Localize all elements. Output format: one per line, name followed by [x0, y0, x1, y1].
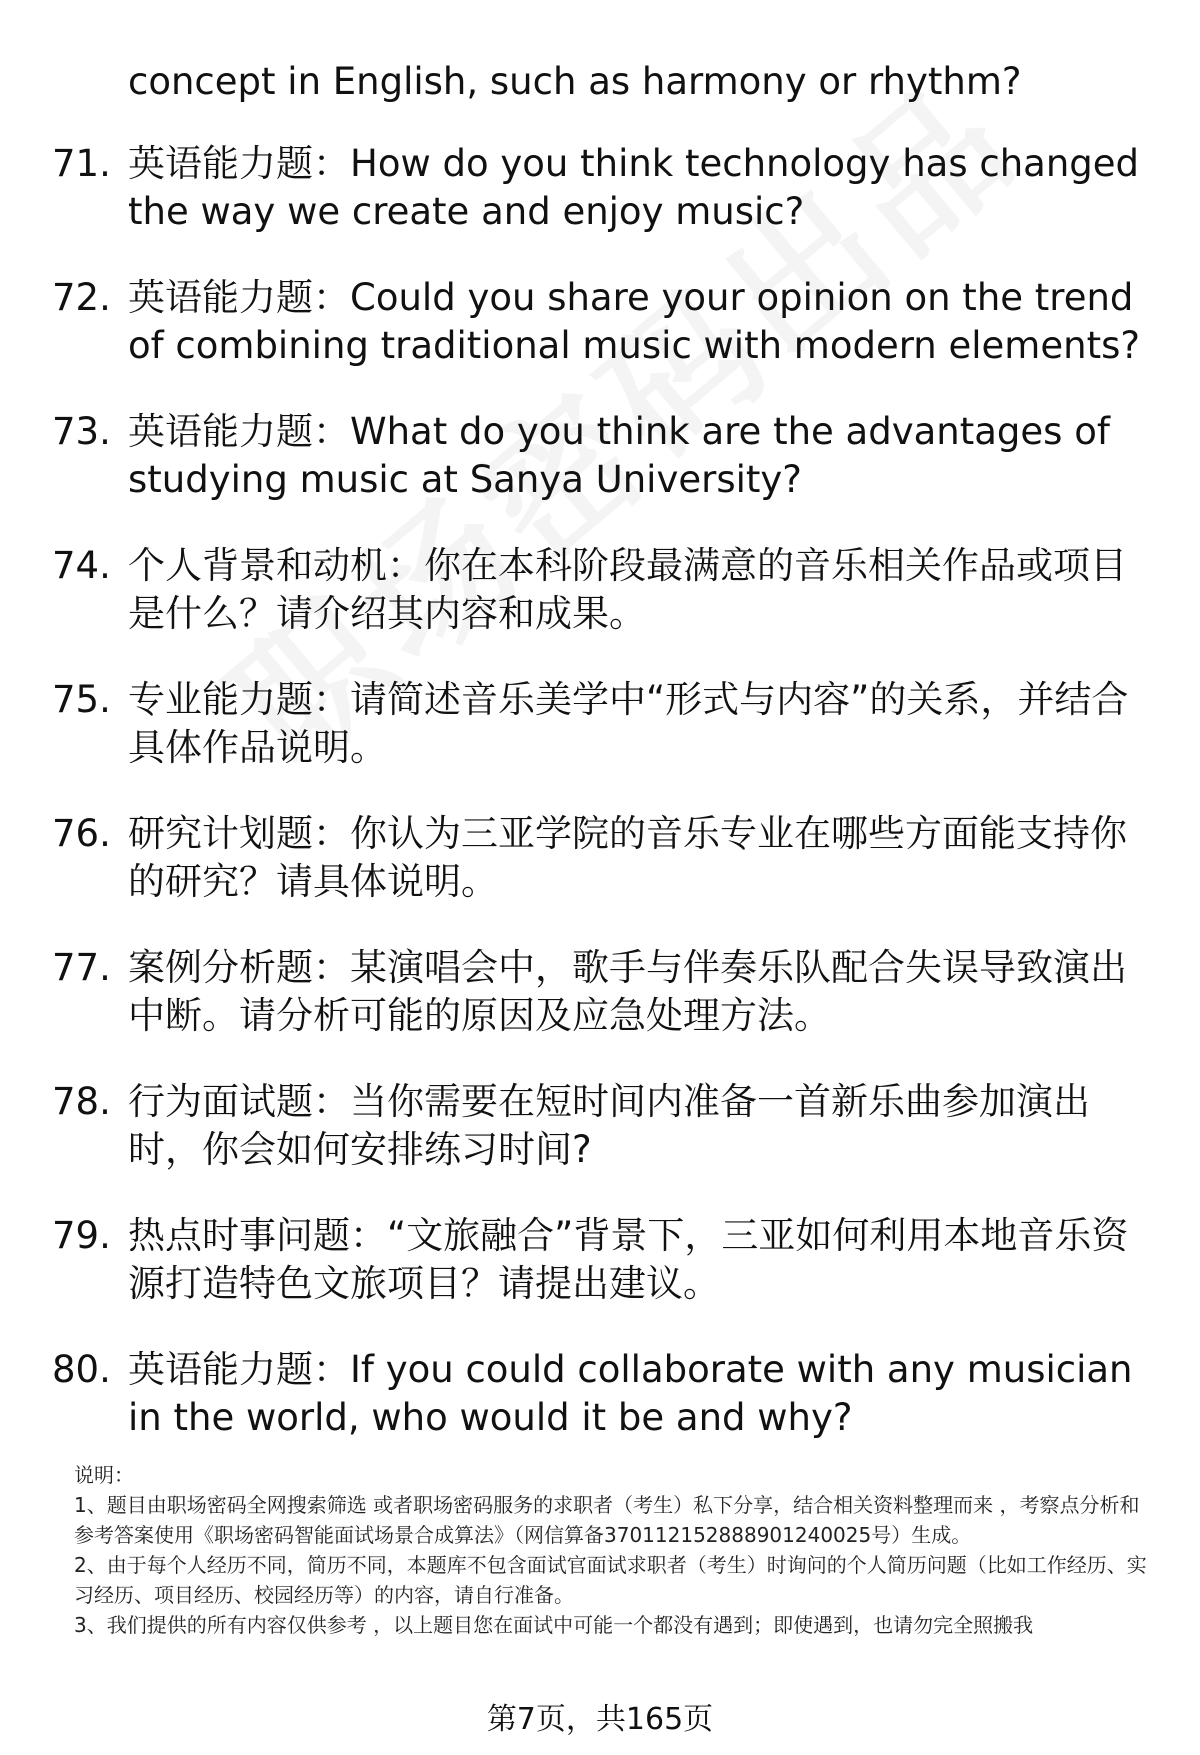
question-item — [0, 274, 1200, 370]
question-text: 英语能力题：How do you think technology has changed the way we create and enjoy music? — [128, 142, 1140, 233]
question-item — [0, 140, 1200, 236]
question-item — [0, 676, 1200, 772]
question-number: 72. — [52, 276, 111, 319]
question-text: 英语能力题：If you could collaborate with any musician in the world, who would it be and why? — [128, 1348, 1133, 1439]
question-number: 74. — [52, 544, 111, 587]
question-item — [0, 542, 1200, 638]
notes-heading: 说明： — [74, 1463, 134, 1487]
question-number: 79. — [52, 1214, 111, 1257]
question-number: 75. — [52, 678, 111, 721]
page-number: 第7页，共165页 — [486, 1702, 714, 1737]
notes-item: 1、题目由职场密码全网搜索筛选 或者职场密码服务的求职者（考生）私下分享，结合相关资料整理而来 ，考察点分析和参考答案使用《职场密码智能面试场景合成算法》（网信算备370112152888901240025号）生成。 — [74, 1493, 1140, 1547]
question-number: 77. — [52, 946, 111, 989]
question-item — [0, 944, 1200, 1040]
question-list — [0, 140, 1200, 1480]
notes-item: 2、由于每个人经历不同，简历不同，本题库不包含面试官面试求职者（考生）时询问的个人简历问题（比如工作经历、实习经历、项目经历、校园经历等）的内容，请自行准备。 — [74, 1553, 1147, 1607]
question-item — [0, 1346, 1200, 1442]
question-item — [0, 1212, 1200, 1308]
question-text: 个人背景和动机：你在本科阶段最满意的音乐相关作品或项目是什么？请介绍其内容和成果。 — [128, 544, 1127, 635]
question-text: 热点时事问题：“文旅融合”背景下，三亚如何利用本地音乐资源打造特色文旅项目？请提出建议。 — [128, 1214, 1129, 1305]
question-number: 80. — [52, 1348, 111, 1391]
question-text: 英语能力题：What do you think are the advantages of studying music at Sanya University? — [128, 410, 1110, 501]
question-item — [0, 1078, 1200, 1174]
question-text: 专业能力题：请简述音乐美学中“形式与内容”的关系，并结合具体作品说明。 — [128, 678, 1129, 769]
question-item — [0, 810, 1200, 906]
continued-question-text: concept in English, such as harmony or rhythm? — [128, 60, 1022, 103]
question-number: 76. — [52, 812, 111, 855]
notes-section — [74, 1460, 1154, 1640]
question-text: 案例分析题：某演唱会中，歌手与伴奏乐队配合失误导致演出中断。请分析可能的原因及应急处理方法。 — [128, 946, 1127, 1037]
question-item — [0, 408, 1200, 504]
question-number: 71. — [52, 142, 111, 185]
question-number: 73. — [52, 410, 111, 453]
notes-item: 3、我们提供的所有内容仅供参考 ，以上题目您在面试中可能一个都没有遇到；即使遇到，也请勿完全照搬我 — [74, 1613, 1034, 1637]
question-text: 英语能力题：Could you share your opinion on the trend of combining traditional music with modern elements? — [128, 276, 1140, 367]
question-text: 行为面试题：当你需要在短时间内准备一首新乐曲参加演出时，你会如何安排练习时间? — [128, 1080, 1090, 1171]
question-text: 研究计划题：你认为三亚学院的音乐专业在哪些方面能支持你的研究？请具体说明。 — [128, 812, 1127, 903]
question-number: 78. — [52, 1080, 111, 1123]
